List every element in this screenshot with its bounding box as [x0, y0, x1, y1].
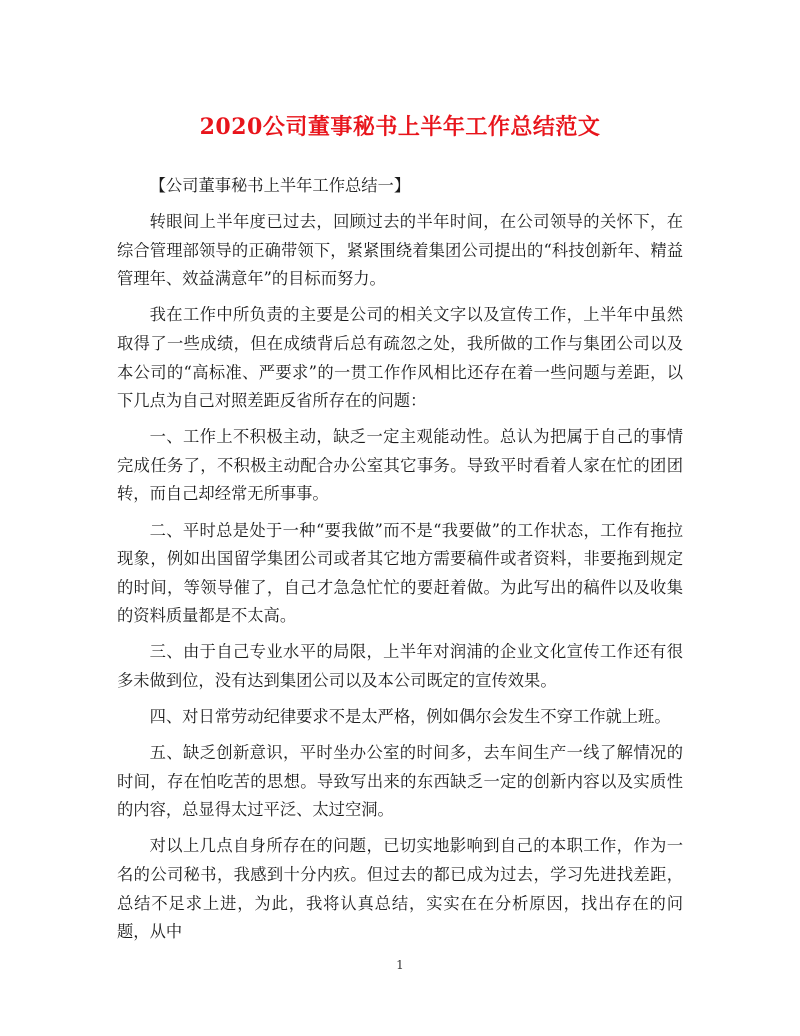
- section-heading: 【公司董事秘书上半年工作总结一】: [149, 176, 411, 195]
- paragraph: 三、由于自己专业水平的局限，上半年对润浦的企业文化宣传工作还有很多未做到位，没有达到集团公司以及本公司既定的宣传效果。: [117, 642, 683, 690]
- paragraph: 四、对日常劳动纪律要求不是太严格，例如偶尔会发生不穿工作就上班。: [149, 707, 671, 727]
- paragraph: 对以上几点自身所存在的问题，已切实地影响到自己的本职工作，作为一名的公司秘书，我感到十分内疚。但过去的都已成为过去，学习先进找差距，总结不足求上进，为此，我将认真总结，实实在在分析原因，找出存在的问题，从中: [117, 836, 683, 942]
- paragraph: 二、平时总是处于一种“要我做”而不是“我要做”的工作状态，工作有拖拉现象，例如出国留学集团公司或者其它地方需要稿件或者资料，非要拖到规定的时间，等领导催了，自己才急急忙忙的要赶着做。为此写出的稿件以及收集的资料质量都是不太高。: [117, 520, 683, 626]
- paragraph: 转眼间上半年度已过去，回顾过去的半年时间，在公司领导的关怀下，在综合管理部领导的正确带领下，紧紧围绕着集团公司提出的“科技创新年、精益管理年、效益满意年”的目标而努力。: [117, 212, 683, 289]
- page-number: 1: [396, 958, 404, 972]
- document-body: [117, 172, 683, 954]
- paragraph: 一、工作上不积极主动，缺乏一定主观能动性。总认为把属于自己的事情完成任务了，不积极主动配合办公室其它事务。导致平时看着人家在忙的团团转，而自己却经常无所事事。: [117, 427, 683, 504]
- paragraph: 五、缺乏创新意识，平时坐办公室的时间多，去车间生产一线了解情况的时间，存在怕吃苦的思想。导致写出来的东西缺乏一定的创新内容以及实质性的内容，总显得太过平泛、太过空洞。: [117, 743, 683, 820]
- paragraph: 我在工作中所负责的主要是公司的相关文字以及宣传工作，上半年中虽然取得了一些成绩，但在成绩背后总有疏忽之处，我所做的工作与集团公司以及本公司的“高标准、严要求”的一贯工作作风相比还存在着一些问题与差距，以下几点为自己对照差距反省所存在的问题：: [117, 305, 683, 411]
- document-title: 2020公司董事秘书上半年工作总结范文: [199, 114, 601, 140]
